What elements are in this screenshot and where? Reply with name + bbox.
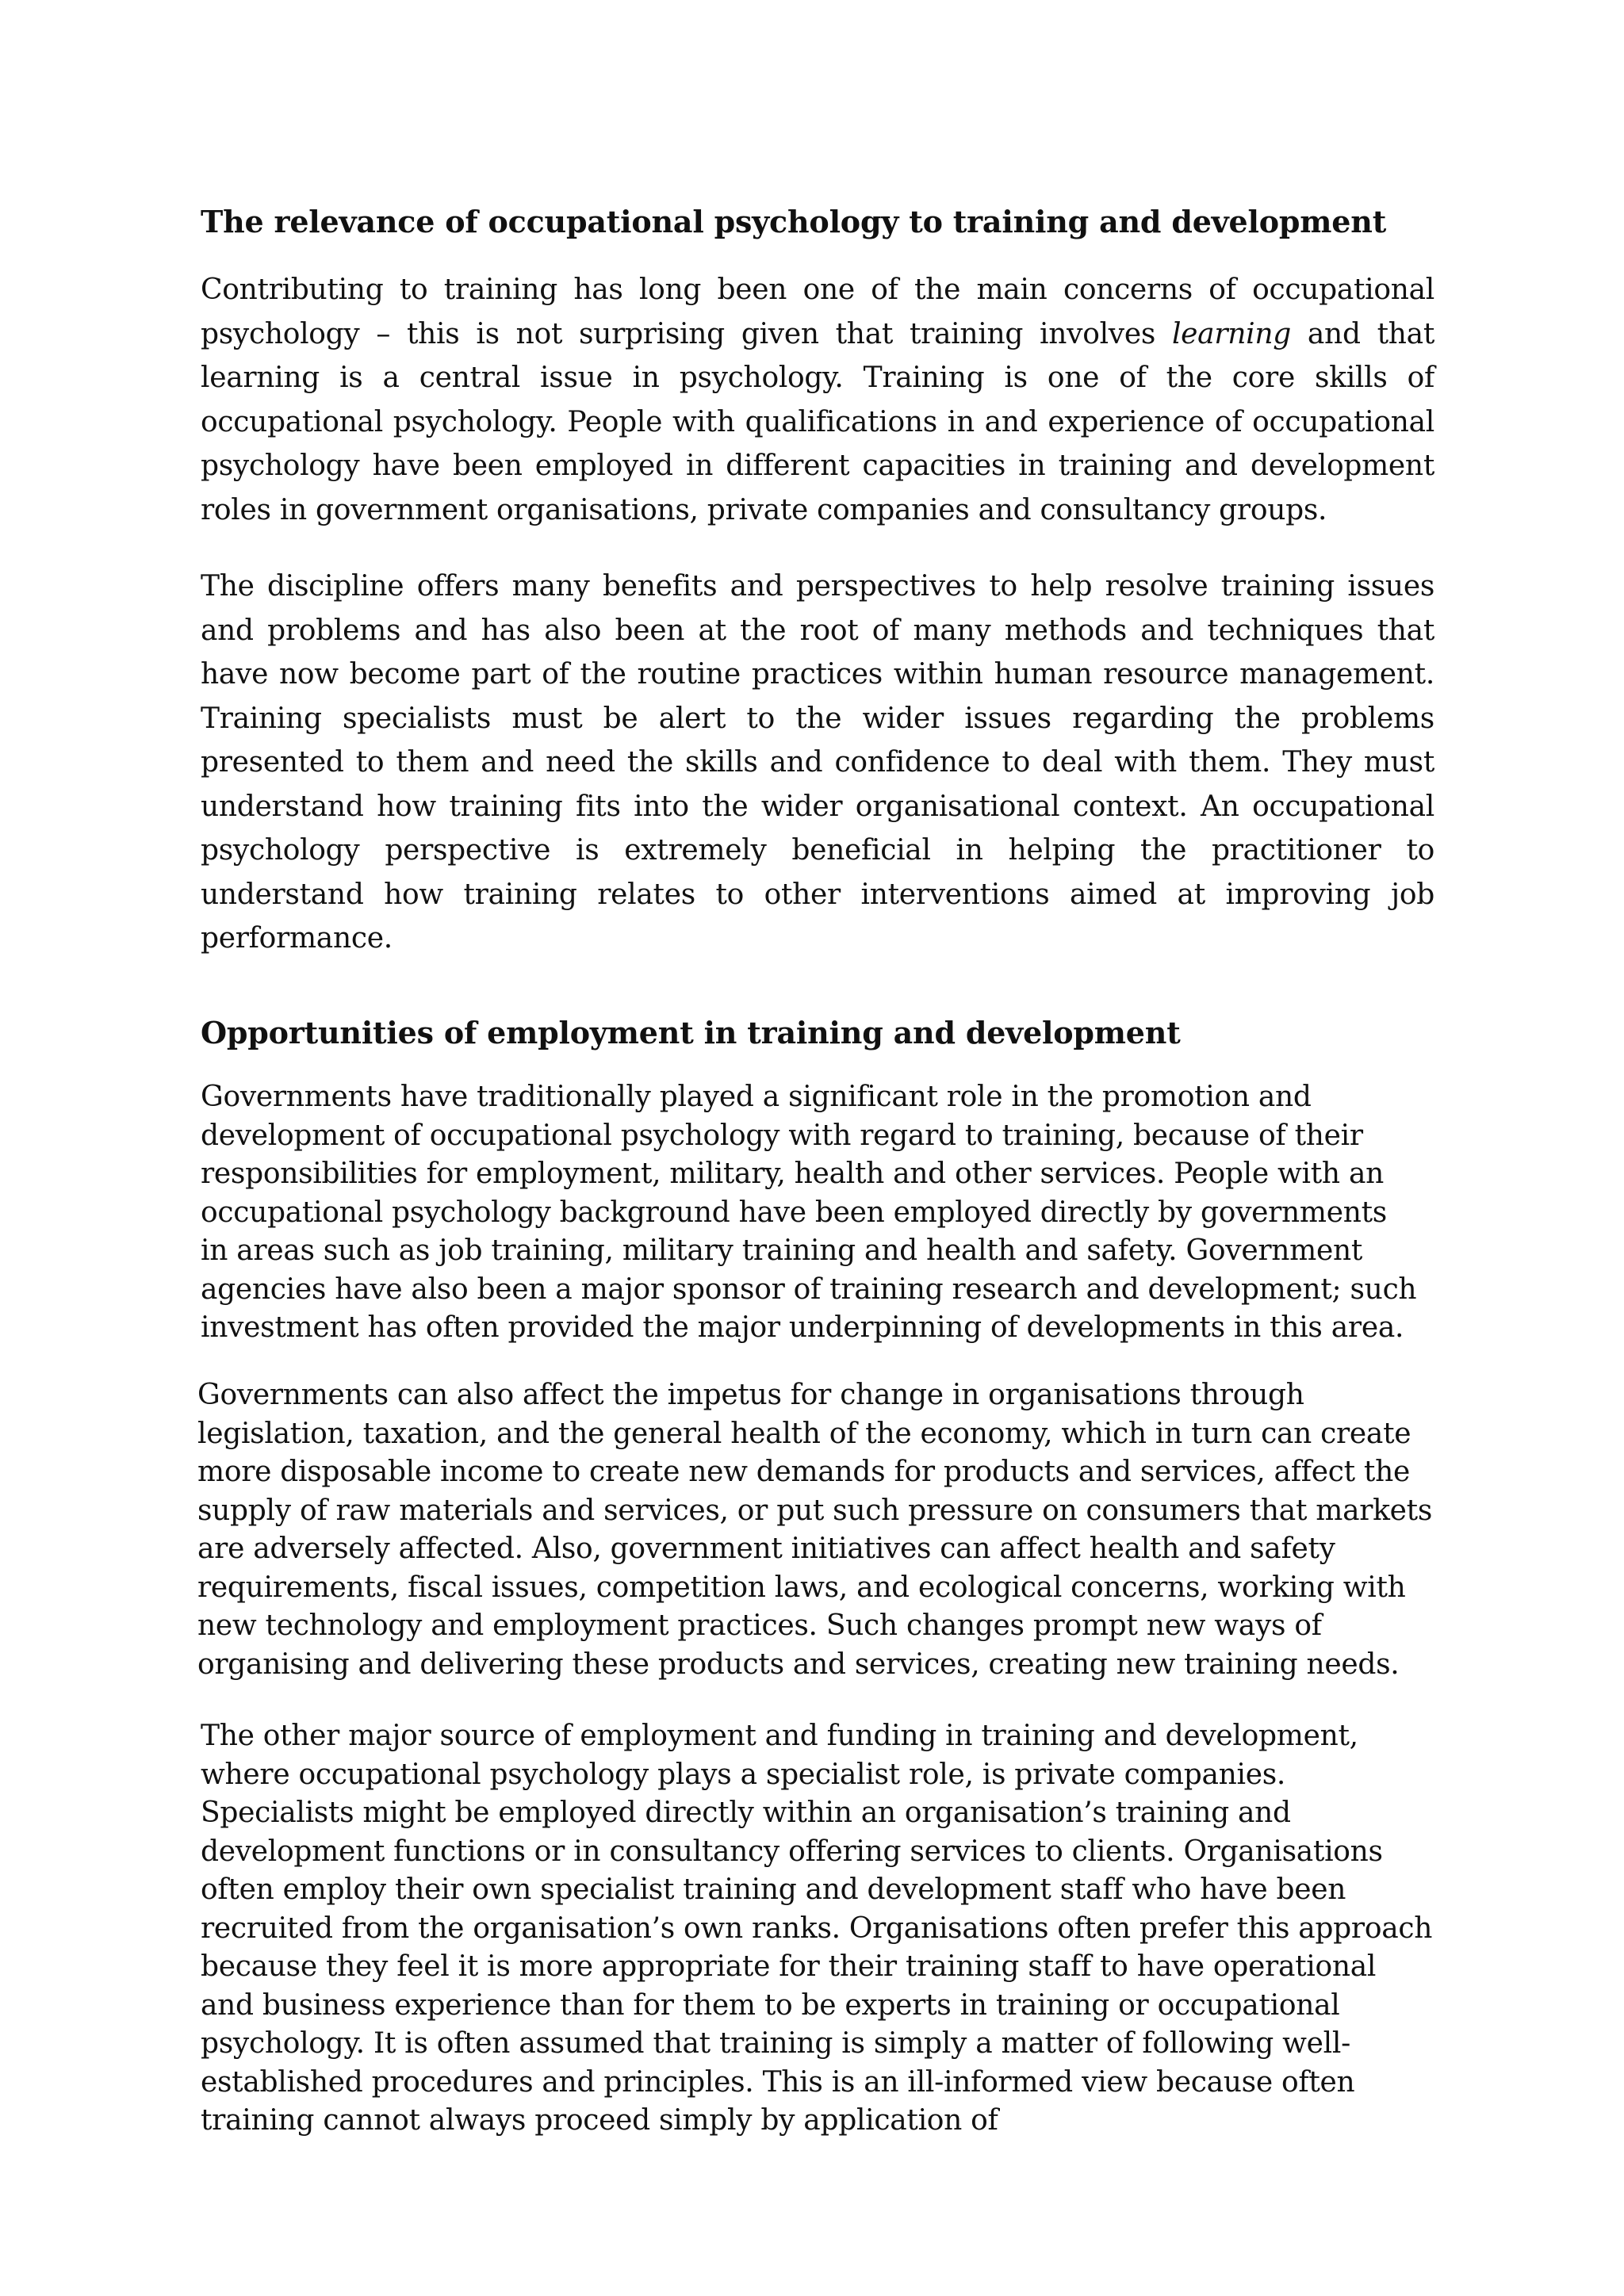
paragraph-governments-role: Governments have traditionally played a significant role in the promotion and development of occupational psychology with regard to training, because of their responsibilities for employment, military, health and other services. People with an occupational psychology background have been employed directly by governments in areas such as job training, military training and health and safety. Government agencies have also been a major sponsor of training research and development; such investment has often provided the major underpinning of developments in this area. bbox=[201, 1081, 1417, 1344]
section-heading-relevance: The relevance of occupational psychology to training and development bbox=[201, 204, 1387, 239]
paragraph-discipline: The discipline offers many benefits and perspectives to help resolve training issues and problems and has also been at the root of many methods and techniques that have now become part of the routine practices within human resource management. Training specialists must be alert to the wider issues regarding the problems presented to them and need the skills and confidence to deal with them. They must understand how training fits into the wider organisational context. An occupational psychology perspective is extremely beneficial in helping the practitioner to understand how training relates to other interventions aimed at improving job performance. bbox=[201, 570, 1434, 955]
paragraph-contributing bbox=[201, 268, 1434, 532]
emphasis-learning: learning bbox=[1171, 317, 1291, 350]
section-heading-opportunities: Opportunities of employment in training and development bbox=[201, 1015, 1181, 1050]
paragraph-text: Contributing to training has long been one of the main concerns of occupational psychology – this is not surprising given that training involves bbox=[201, 274, 1434, 350]
paragraph-text: and that learning is a central issue in psychology. Training is one of the core skills of occupational psychology. People with qualifications in and experience of occupational psychology have been employed in different capacities in training and development roles in government organisations, private companies and consultancy groups. bbox=[201, 317, 1434, 526]
paragraph-governments-impetus: Governments can also affect the impetus for change in organisations through legislation, taxation, and the general health of the economy, which in turn can create more disposable income to create new demands for products and services, affect the supply of raw materials and services, or put such pressure on consumers that markets are adversely affected. Also, government initiatives can affect health and safety requirements, fiscal issues, competition laws, and ecological concerns, working with new technology and employment practices. Such changes prompt new ways of organising and delivering these products and services, creating new training needs. bbox=[197, 1379, 1433, 1681]
paragraph-private-companies: The other major source of employment and funding in training and development, where occupational psychology plays a specialist role, is private companies. Specialists might be employed directly within an organisation’s training and development functions or in consultancy offering services to clients. Organisations often employ their own specialist training and development staff who have been recruited from the organisation’s own ranks. Organisations often prefer this approach because they feel it is more appropriate for their training staff to have operational and business experience than for them to be experts in training or occupational psychology. It is often assumed that training is simply a matter of following well-established procedures and principles. This is an ill-informed view because often training cannot always proceed simply by application of bbox=[201, 1720, 1433, 2137]
